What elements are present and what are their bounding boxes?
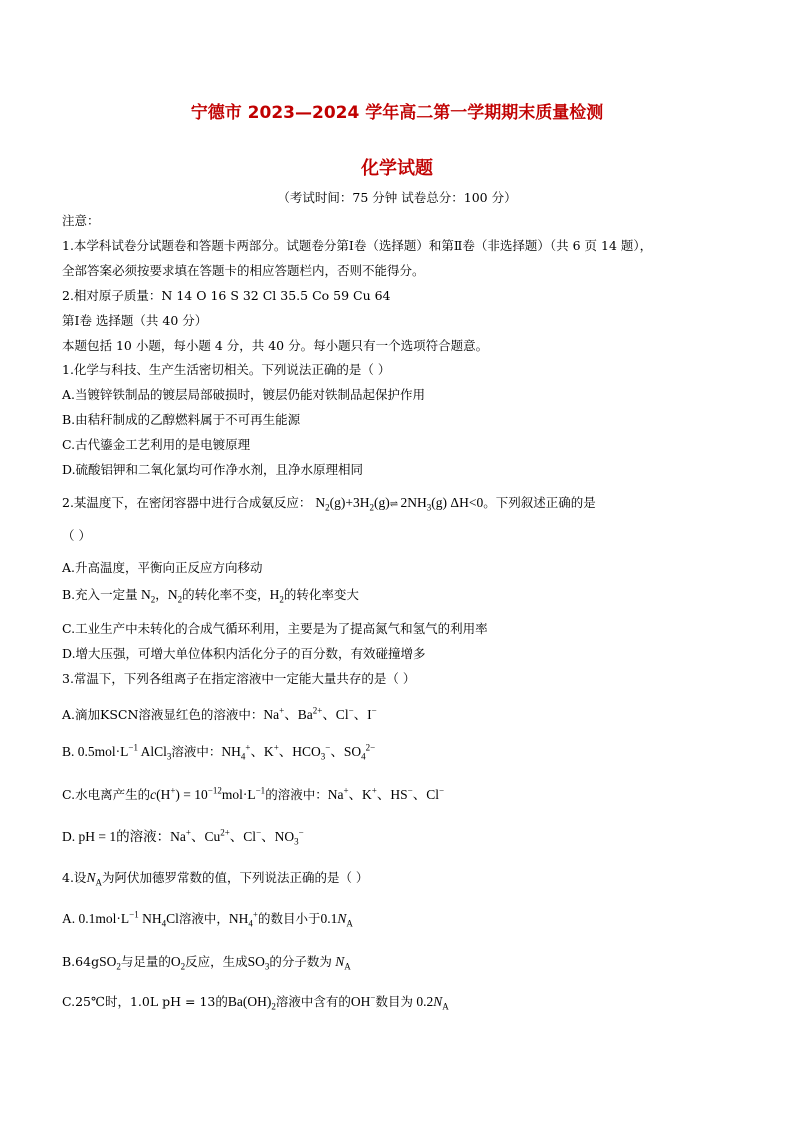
section-instruction: 本题包括 10 小题，每小题 4 分，共 40 分。每小题只有一个选项符合题意。	[62, 338, 489, 353]
question-4-option-b: B.64gSO$_2$与足量的$O_2$反应，生成$SO_3$的分子数为 $N_A$	[62, 954, 351, 972]
notes-heading: 注意：	[62, 213, 100, 228]
question-2-option-b: B.充入一定量 $N_2$，$N_2$的转化率不变，$H_2$的转化率变大	[62, 587, 359, 605]
exam-time-info: （考试时间：75 分钟 试卷总分：100 分）	[277, 190, 517, 205]
question-1-option-d: D.硫酸铝钾和二氧化氯均可作净水剂，且净水原理相同	[62, 462, 364, 477]
question-1-option-b: B.由秸秆制成的乙醇燃料属于不可再生能源	[62, 412, 301, 427]
question-3-stem: 3.常温下，下列各组离子在指定溶液中一定能大量共存的是（ ）	[62, 671, 416, 686]
ammonia-synthesis-equation: $N_2(g)+3H_2(g)\rightleftharpoons$ $2NH_3(g)$ ΔH<0	[315, 495, 484, 513]
question-1-stem: 1.化学与科技、生产生活密切相关。下列说法正确的是（ ）	[62, 362, 391, 377]
question-3-option-a: A.滴加KSCN溶液显红色的溶液中：Na+、$Ba^{2+}$、Cl−、I−	[62, 705, 377, 722]
question-4-option-c: C.25℃时，1.0L pH = 13的$Ba(OH)_2$溶液中含有的OH−数目为 $0.2N_A$	[62, 992, 449, 1012]
question-3-option-b: B. $0.5mol\cdot L^{-1}$ AlCl$_3$溶液中：$NH_4^+$、K+、$HCO_3^-$、$SO_4^{2-}$	[62, 742, 376, 762]
question-3-option-c: C.水电离产生的$c(H^+) = 10^{-12}mol\cdot L^{-1}$的溶液中：Na+、K+、HS−、Cl−	[62, 785, 445, 802]
question-2-stem-text: 2.某温度下，在密闭容器中进行合成氨反应：	[62, 495, 312, 510]
question-1-option-c: C.古代鎏金工艺利用的是电镀原理	[62, 437, 251, 452]
question-2-option-a: A.升高温度，平衡向正反应方向移动	[62, 560, 263, 575]
question-4-option-a: A. $0.1mol\cdot L^{-1}$ $NH_4Cl$溶液中，$NH_4^+$的数目小于$0.1N_A$	[62, 909, 353, 929]
note-2: 2.相对原子质量：N 14 O 16 S 32 Cl 35.5 Co 59 Cu 64	[62, 288, 391, 303]
question-2-option-c: C.工业生产中未转化的合成气循环利用，主要是为了提高氮气和氢气的利用率	[62, 621, 488, 636]
exam-subject: 化学试题	[361, 158, 433, 179]
exam-title: 宁德市 2023—2024 学年高二第一学期期末质量检测	[190, 103, 604, 123]
question-1-option-a: A.当镀锌铁制品的镀层局部破损时，镀层仍能对铁制品起保护作用	[62, 387, 426, 402]
question-2-stem-tail: 。下列叙述正确的是	[483, 495, 596, 510]
question-4-stem: 4.设$N_A$为阿伏加德罗常数的值，下列说法正确的是（ ）	[62, 870, 369, 888]
section-heading: 第Ⅰ卷 选择题（共 40 分）	[62, 313, 208, 328]
question-3-option-d: D. pH = 1的溶液：Na+、$Cu^{2+}$、Cl−、$NO_3^-$	[62, 827, 304, 847]
question-2-stem	[62, 494, 596, 514]
note-1-line-2: 全部答案必须按要求填在答题卡的相应答题栏内，否则不能得分。	[62, 263, 425, 278]
question-2-blank: （ ）	[62, 528, 91, 543]
note-1-line-1: 1.本学科试卷分试题卷和答题卡两部分。试题卷分第Ⅰ卷（选择题）和第Ⅱ卷（非选择题）（共 6 页 14 题），	[62, 238, 653, 253]
question-2-option-d: D.增大压强，可增大单位体积内活化分子的百分数，有效碰撞增多	[62, 646, 426, 661]
